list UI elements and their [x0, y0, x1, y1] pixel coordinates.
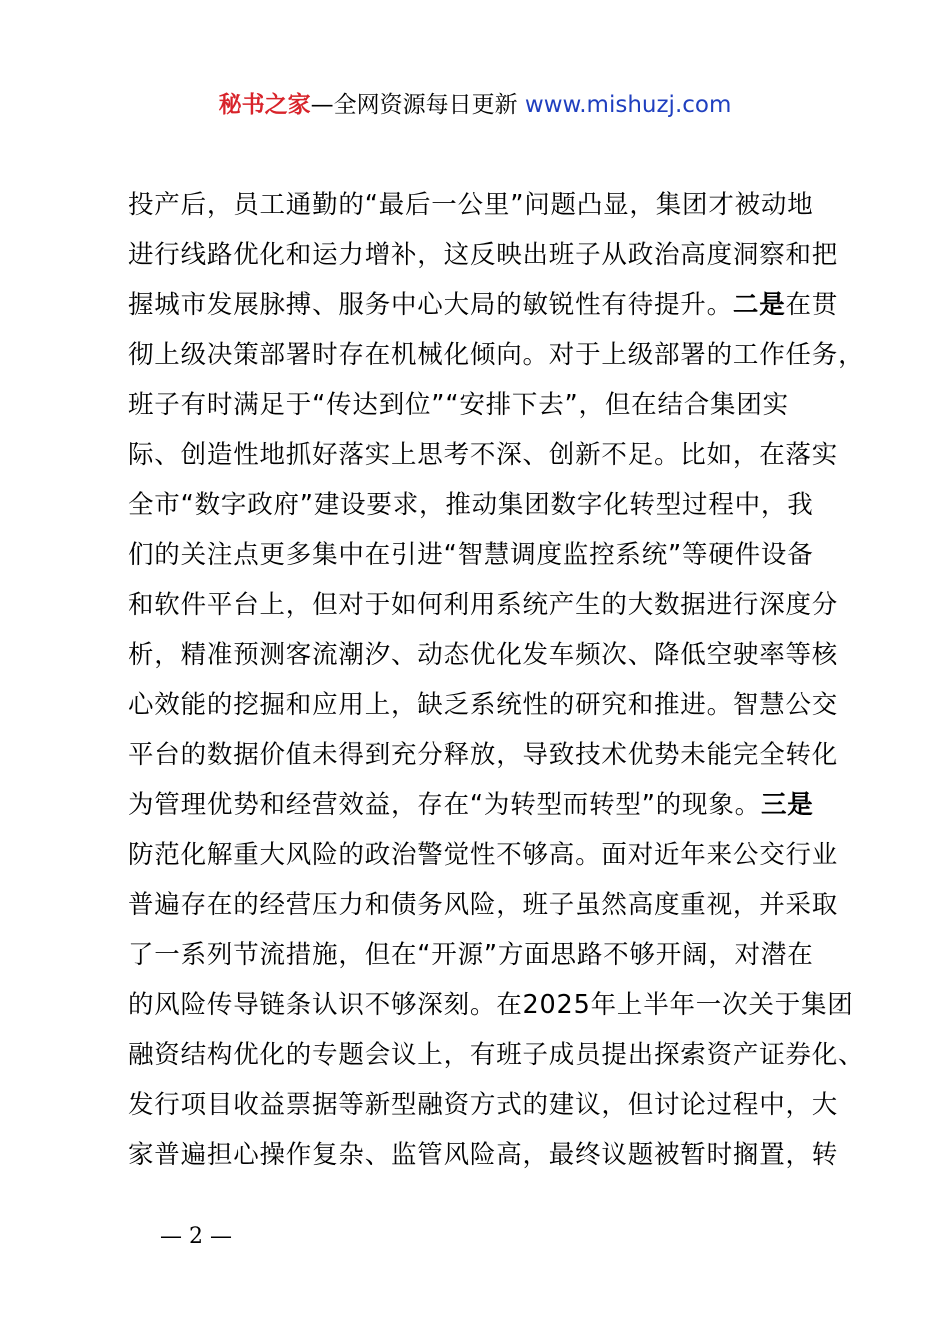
text-line	[128, 330, 865, 380]
page-number: — 2 —	[160, 1224, 232, 1249]
text-line	[128, 480, 848, 530]
text-line	[128, 630, 848, 680]
text-line	[128, 880, 848, 930]
text-run: 心效能的挖掘和应用上，缺乏系统性的研究和推进。智慧公交	[128, 690, 839, 720]
point-marker: 二是	[732, 290, 786, 320]
point-marker: 三是	[760, 790, 814, 820]
text-line	[128, 230, 848, 280]
text-run: 平台的数据价值未得到充分释放，导致技术优势未能完全转化	[128, 740, 839, 770]
text-run: 的风险传导链条认识不够深刻。在2025年上半年一次关于集团	[128, 990, 854, 1020]
text-run: 和软件平台上，但对于如何利用系统产生的大数据进行深度分	[128, 590, 839, 620]
text-run: 发行项目收益票据等新型融资方式的建议，但讨论过程中，大	[128, 1090, 839, 1120]
site-header	[0, 88, 950, 122]
text-line	[128, 930, 848, 980]
text-run: 进行线路优化和运力增补，这反映出班子从政治高度洞察和把	[128, 240, 839, 270]
text-run: 防范化解重大风险的政治警觉性不够高。面对近年来公交行业	[128, 840, 839, 870]
text-line	[128, 430, 848, 480]
text-run: 融资结构优化的专题会议上，有班子成员提出探索资产证券化、	[128, 1040, 865, 1070]
text-line	[128, 1130, 848, 1180]
text-run: 家普遍担心操作复杂、监管风险高，最终议题被暂时搁置，转	[128, 1140, 839, 1170]
text-line	[128, 580, 848, 630]
document-body	[128, 180, 865, 1180]
text-run: 际、创造性地抓好落实上思考不深、创新不足。比如，在落实	[128, 440, 839, 470]
text-run: 们的关注点更多集中在引进“智慧调度监控系统”等硬件设备	[128, 540, 814, 570]
text-line	[128, 1080, 848, 1130]
text-line	[128, 530, 848, 580]
text-line	[128, 380, 848, 430]
text-run: 班子有时满足于“传达到位”“安排下去”，但在结合集团实	[128, 390, 789, 420]
brand-name: 秘书之家	[218, 92, 311, 118]
text-run: 了一系列节流措施，但在“开源”方面思路不够开阔，对潜在	[128, 940, 814, 970]
text-line	[128, 280, 848, 330]
header-tagline: —全网资源每日更新	[310, 92, 525, 118]
text-line	[128, 730, 848, 780]
text-line	[128, 780, 848, 830]
text-line	[128, 980, 854, 1030]
text-run: 在贯	[785, 290, 839, 320]
text-run: 为管理优势和经营效益，存在“为转型而转型”的现象。	[128, 790, 761, 820]
text-run: 彻上级决策部署时存在机械化倾向。对于上级部署的工作任务，	[128, 340, 865, 370]
text-run: 普遍存在的经营压力和债务风险，班子虽然高度重视，并采取	[128, 890, 839, 920]
text-line	[128, 680, 848, 730]
text-run: 全市“数字政府”建设要求，推动集团数字化转型过程中，我	[128, 490, 814, 520]
text-line	[128, 830, 848, 880]
text-run: 投产后，员工通勤的“最后一公里”问题凸显，集团才被动地	[128, 190, 814, 220]
text-line	[128, 180, 848, 230]
site-url: www.mishuzj.com	[524, 92, 732, 118]
text-run: 析，精准预测客流潮汐、动态优化发车频次、降低空驶率等核	[128, 640, 839, 670]
text-run: 握城市发展脉搏、服务中心大局的敏锐性有待提升。	[128, 290, 733, 320]
text-line	[128, 1030, 865, 1080]
